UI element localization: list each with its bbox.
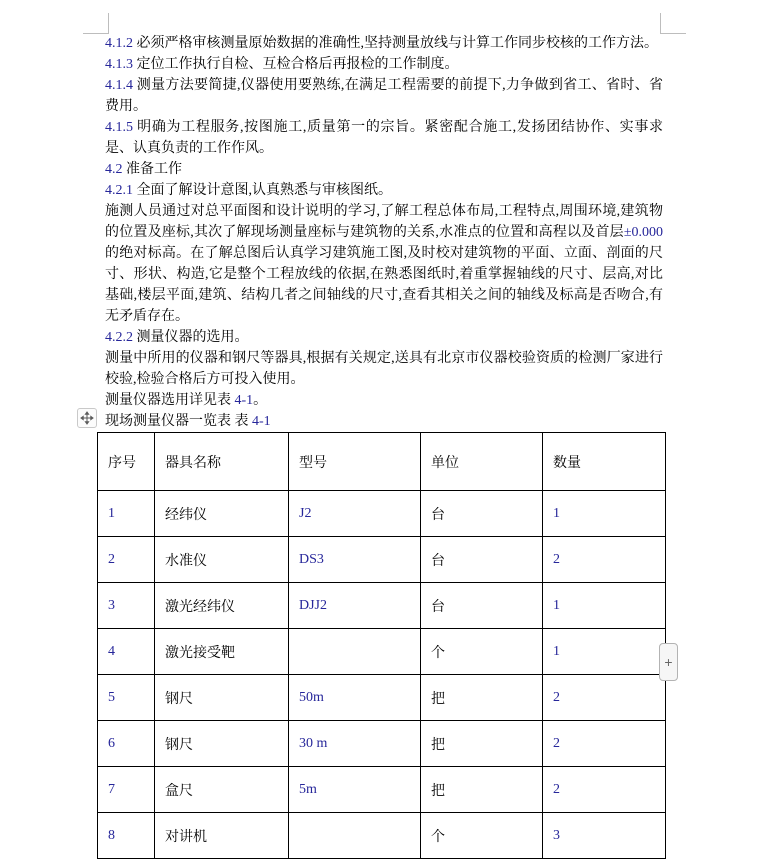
- table-cell: 个: [421, 629, 543, 675]
- text-run: 测量仪器选用详见表: [105, 393, 235, 408]
- table-cell: 7: [98, 767, 155, 813]
- text-run: ±0.000: [623, 225, 663, 240]
- table-cell: 1: [543, 629, 666, 675]
- text-run: 4-1: [252, 414, 271, 429]
- table-cell: [289, 813, 421, 859]
- four-way-arrow-icon: [81, 412, 93, 424]
- table-cell: 2: [543, 767, 666, 813]
- text-run: 测量仪器的选用。: [133, 330, 249, 345]
- table-cell: 5: [98, 675, 155, 721]
- table-header-cell: 序号: [98, 433, 155, 491]
- text-run: 必须严格审核测量原始数据的准确性,坚持测量放线与计算工作同步校核的工作方法。: [133, 36, 658, 51]
- text-run: 4.1.3: [105, 57, 133, 72]
- table-cell: 个: [421, 813, 543, 859]
- paragraph-4-2-1: [105, 180, 663, 201]
- text-run: 4.2.2: [105, 330, 133, 345]
- text-run: 4-1: [234, 393, 254, 408]
- table-row: [98, 675, 666, 721]
- table-cell: 1: [543, 491, 666, 537]
- table-cell: 2: [543, 721, 666, 767]
- table-header-cell: 型号: [289, 433, 421, 491]
- document-content: [105, 33, 663, 859]
- table-caption: [105, 411, 663, 432]
- text-run: 施测人员通过对总平面图和设计说明的学习,了解工程总体布局,工程特点,周围环境,建筑物的位置及座标,其次了解现场测量座标与建筑物的关系,水准点的位置和高程以及首层: [105, 204, 663, 240]
- table-cell: 1: [543, 583, 666, 629]
- table-row: [98, 813, 666, 859]
- paragraph-instrument-calibration: [105, 348, 663, 390]
- table-caption-row: [105, 411, 663, 432]
- table-cell: 3: [543, 813, 666, 859]
- text-run: 定位工作执行自检、互检合格后再报检的工作制度。: [133, 57, 459, 72]
- table-header-cell: 数量: [543, 433, 666, 491]
- table-cell: 2: [98, 537, 155, 583]
- paragraph-4-1-4: [105, 75, 663, 117]
- table-cell: 盒尺: [155, 767, 289, 813]
- table-cell: 台: [421, 537, 543, 583]
- table-cell: 4: [98, 629, 155, 675]
- text-run: 测量中所用的仪器和钢尺等器具,根据有关规定,送具有北京市仪器校验资质的检测厂家进行校验,检验合格后方可投入使用。: [105, 351, 663, 387]
- text-run: 4.2: [105, 162, 123, 177]
- text-run: 的绝对标高。在了解总图后认真学习建筑施工图,及时校对建筑物的平面、立面、剖面的尺寸、形状、构造,它是整个工程放线的依据,在熟悉图纸时,着重掌握轴线的尺寸、层高,对比基础,楼层平面,建筑、结构几者之间轴线的尺寸,查看其相关之间的轴线及标高是否吻合,有无矛盾存在。: [105, 246, 663, 324]
- table-header-cell: 单位: [421, 433, 543, 491]
- table-cell: 5m: [289, 767, 421, 813]
- paragraph-4-2-2: [105, 327, 663, 348]
- paragraph-4-1-3: [105, 54, 663, 75]
- text-run: 4.1.5: [105, 120, 133, 135]
- table-row: [98, 491, 666, 537]
- text-run: 4.1.4: [105, 78, 133, 93]
- text-run: 。: [253, 393, 268, 408]
- heading-4-2: [105, 159, 663, 180]
- table-row: [98, 537, 666, 583]
- text-boundary-mark-top-right: [660, 13, 686, 34]
- table-cell: 把: [421, 721, 543, 767]
- text-run: 4.2.1: [105, 183, 133, 198]
- text-run: 全面了解设计意图,认真熟悉与审核图纸。: [133, 183, 392, 198]
- table-cell: 对讲机: [155, 813, 289, 859]
- table-cell: [289, 629, 421, 675]
- table-cell: 1: [98, 491, 155, 537]
- table-header-row: [98, 433, 666, 491]
- instrument-table: [97, 432, 666, 859]
- paragraph-survey-overview: [105, 201, 663, 327]
- table-cell: 把: [421, 767, 543, 813]
- table-cell: 6: [98, 721, 155, 767]
- table-cell: 台: [421, 583, 543, 629]
- table-cell: DS3: [289, 537, 421, 583]
- table-cell: 30 m: [289, 721, 421, 767]
- table-row: [98, 583, 666, 629]
- table-cell: 激光接受靶: [155, 629, 289, 675]
- text-run: 4.1.2: [105, 36, 133, 51]
- table-cell: DJJ2: [289, 583, 421, 629]
- table-cell: 经纬仪: [155, 491, 289, 537]
- table-add-button[interactable]: [659, 643, 678, 681]
- text-boundary-mark-top-left: [83, 13, 109, 34]
- table-cell: J2: [289, 491, 421, 537]
- table-header-cell: 器具名称: [155, 433, 289, 491]
- plus-icon: +: [664, 654, 673, 670]
- table-cell: 2: [543, 675, 666, 721]
- table-cell: 水准仪: [155, 537, 289, 583]
- paragraph-4-1-5: [105, 117, 663, 159]
- table-row: [98, 721, 666, 767]
- table-cell: 把: [421, 675, 543, 721]
- table-cell: 钢尺: [155, 675, 289, 721]
- table-row: [98, 767, 666, 813]
- paragraph-4-1-2: [105, 33, 663, 54]
- table-move-handle[interactable]: [77, 408, 97, 428]
- text-run: 现场测量仪器一览表 表: [105, 414, 252, 429]
- text-run: 明确为工程服务,按图施工,质量第一的宗旨。紧密配合施工,发扬团结协作、实事求是、认真负责的工作作风。: [105, 120, 663, 156]
- table-cell: 8: [98, 813, 155, 859]
- paragraph-see-table: [105, 390, 663, 411]
- table-cell: 钢尺: [155, 721, 289, 767]
- table-cell: 台: [421, 491, 543, 537]
- table-row: [98, 629, 666, 675]
- table-cell: 激光经纬仪: [155, 583, 289, 629]
- text-run: 测量方法要简捷,仪器使用要熟练,在满足工程需要的前提下,力争做到省工、省时、省费用。: [105, 78, 663, 114]
- table-cell: 50m: [289, 675, 421, 721]
- text-run: 准备工作: [122, 162, 182, 177]
- table-cell: 2: [543, 537, 666, 583]
- table-cell: 3: [98, 583, 155, 629]
